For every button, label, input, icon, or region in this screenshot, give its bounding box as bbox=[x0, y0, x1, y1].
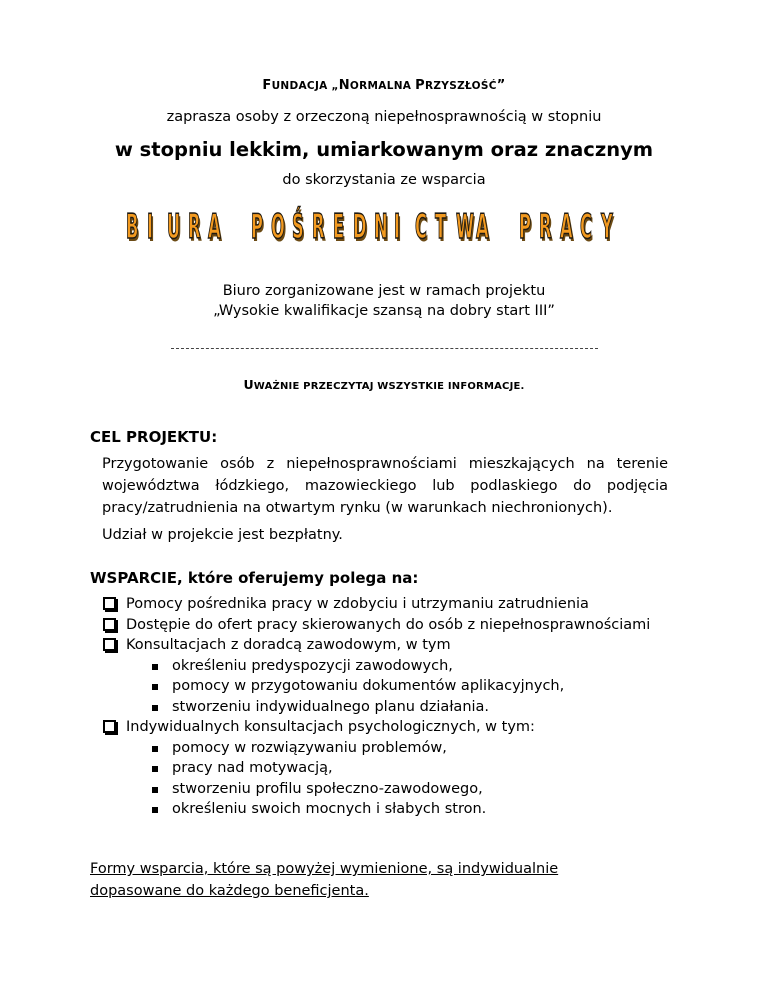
banner-letter: Y bbox=[600, 207, 613, 247]
banner-letter: W bbox=[455, 207, 474, 247]
checkbox-icon bbox=[103, 618, 116, 631]
banner-letter: I bbox=[146, 207, 153, 247]
banner-letter: A bbox=[559, 207, 573, 247]
banner-letter: U bbox=[167, 207, 181, 247]
sub-list-item: określeniu swoich mocnych i słabych stron. bbox=[102, 799, 682, 820]
banner-letter: R bbox=[187, 207, 201, 247]
banner-letter: R bbox=[312, 207, 325, 247]
banner-letter: I bbox=[394, 207, 401, 247]
project-info bbox=[0, 281, 768, 321]
banner-letter: D bbox=[353, 207, 367, 247]
sub-list-item: stworzeniu indywidualnego planu działania. bbox=[102, 697, 682, 718]
list-item: Pomocy pośrednika pracy w zdobyciu i utrzymaniu zatrudnienia bbox=[102, 594, 682, 615]
square-bullet-icon bbox=[152, 807, 158, 813]
list-item: Konsultacjach z doradcą zawodowym, w tym bbox=[102, 635, 682, 656]
list-item: Indywidualnych konsultacjach psychologicznych, w tym: bbox=[102, 717, 682, 738]
square-bullet-icon bbox=[152, 664, 158, 670]
office-banner bbox=[126, 207, 622, 256]
support-heading: WSPARCIE, które oferujemy polega na: bbox=[90, 569, 419, 587]
checkbox-icon bbox=[103, 638, 116, 651]
banner-letter: P bbox=[250, 207, 263, 247]
free-participation: Udział w projekcie jest bezpłatny. bbox=[102, 527, 343, 543]
read-carefully-note: UWAŻNIE PRZECZYTAJ WSZYSTKIE INFORMACJE. bbox=[243, 377, 525, 392]
square-bullet-icon bbox=[152, 787, 158, 793]
project-line-2: „Wysokie kwalifikacje szansą na dobry start III” bbox=[213, 303, 555, 319]
square-bullet-icon bbox=[152, 684, 158, 690]
sub-list-item: stworzeniu profilu społeczno-zawodowego, bbox=[102, 779, 682, 800]
sub-list-item: określeniu predyspozycji zawodowych, bbox=[102, 656, 682, 677]
banner-letter: R bbox=[539, 207, 552, 247]
goal-text: Przygotowanie osób z niepełnosprawnościami mieszkających na terenie województwa łódzkiego, mazowieckiego lub podlaskiego do podjęcia pracy/zatrudnienia na otwartym rynku (w warunkach niechronionych). bbox=[102, 456, 668, 516]
organization-name: FUNDACJA „NORMALNA PRZYSZŁOŚĆ” bbox=[262, 78, 506, 93]
sub-list-item: pomocy w przygotowaniu dokumentów aplikacyjnych, bbox=[102, 676, 682, 697]
banner-letter: C bbox=[580, 207, 592, 247]
banner-letter: O bbox=[271, 207, 285, 247]
banner-letter: T bbox=[435, 207, 447, 247]
banner-letter: A bbox=[476, 207, 489, 247]
square-bullet-icon bbox=[152, 746, 158, 752]
banner-letter: A bbox=[208, 207, 221, 247]
checkbox-icon bbox=[103, 597, 116, 610]
disability-degrees: w stopniu lekkim, umiarkowanym oraz znacznym bbox=[114, 138, 654, 161]
support-list bbox=[102, 594, 682, 820]
banner-letter: N bbox=[373, 207, 388, 247]
banner-letter: P bbox=[518, 207, 531, 247]
goal-heading: CEL PROJEKTU: bbox=[90, 428, 218, 446]
list-item: Dostępie do ofert pracy skierowanych do osób z niepełnosprawnościami bbox=[102, 615, 682, 636]
banner-letter: E bbox=[332, 207, 344, 247]
checkbox-icon bbox=[103, 720, 116, 733]
dashed-divider bbox=[171, 348, 598, 349]
support-intro: do skorzystania ze wsparcia bbox=[282, 172, 486, 188]
banner-letter: B bbox=[126, 207, 139, 247]
sub-list-item: pomocy w rozwiązywaniu problemów, bbox=[102, 738, 682, 759]
support-note: Formy wsparcia, które są powyżej wymienione, są indywidualnie dopasowane do każdego beneficjenta. bbox=[90, 861, 559, 899]
square-bullet-icon bbox=[152, 705, 158, 711]
invitation-text: zaprasza osoby z orzeczoną niepełnosprawnością w stopniu bbox=[166, 109, 602, 125]
sub-list-item: pracy nad motywacją, bbox=[102, 758, 682, 779]
banner-letter: Ś bbox=[291, 207, 304, 247]
square-bullet-icon bbox=[152, 766, 158, 772]
project-line-1: Biuro zorganizowane jest w ramach projektu bbox=[222, 283, 546, 299]
banner-letter: C bbox=[414, 207, 427, 247]
